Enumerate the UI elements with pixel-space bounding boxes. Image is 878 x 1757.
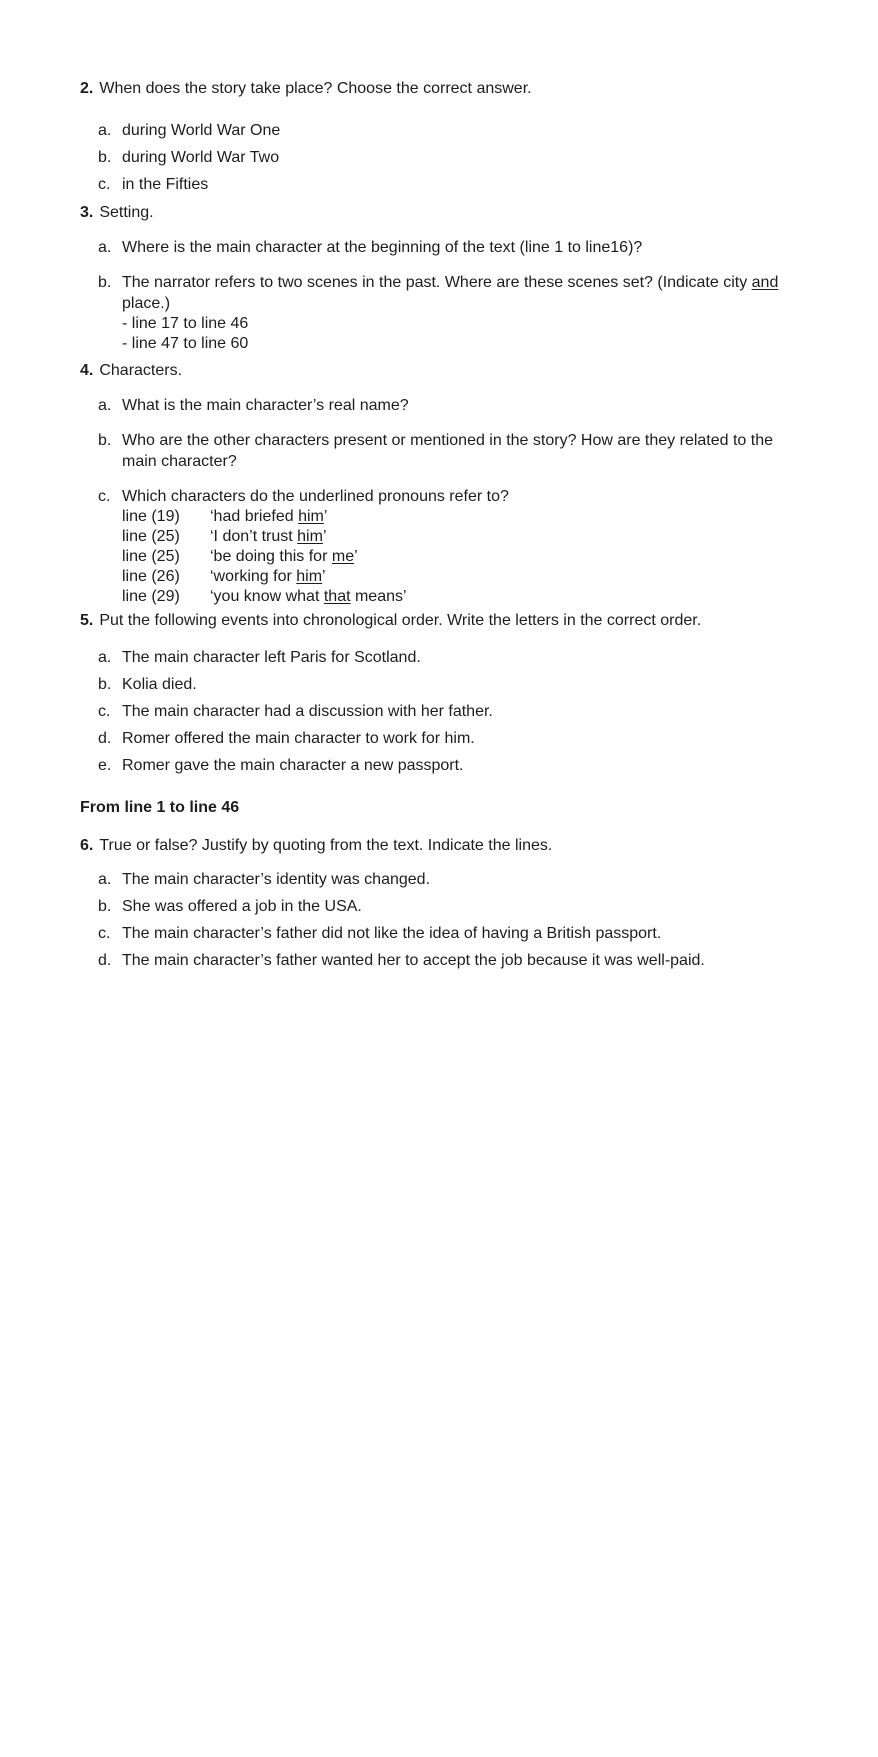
answer-option (98, 147, 796, 168)
text-segment: ’ (322, 528, 327, 545)
sub-question (98, 486, 796, 607)
question-text: Characters. (99, 362, 183, 379)
question-head (80, 360, 796, 381)
option-letter: b. (98, 274, 112, 291)
question-text: Put the following events into chronological order. Write the letters in the correct order. (99, 612, 702, 629)
quote-text (210, 507, 796, 527)
line-reference: line (26) (122, 568, 180, 585)
question-2 (80, 78, 796, 195)
text-segment: The narrator refers to two scenes in the past. Where are these scenes set? (Indicate city (122, 274, 752, 291)
line-reference: line (19) (122, 508, 180, 525)
sub-question-body (122, 272, 796, 354)
line-reference: line (25) (122, 548, 180, 565)
answer-options (80, 120, 796, 195)
line-reference: line (29) (122, 588, 180, 605)
question-number: 5. (80, 612, 94, 629)
text-segment: ‘had briefed (210, 508, 299, 525)
question-head (80, 835, 796, 856)
text-segment: ‘you know what (210, 588, 324, 605)
option-letter: b. (98, 898, 112, 915)
statement-item (98, 923, 796, 944)
sub-question (98, 272, 796, 354)
option-text: during World War Two (122, 149, 280, 166)
question-head (80, 202, 796, 223)
underlined-word: and (751, 274, 779, 291)
underlined-pronoun: that (323, 588, 351, 605)
option-text: The main character’s father wanted her to accept the job because it was well-paid. (122, 952, 705, 969)
underlined-pronoun: him (298, 508, 324, 525)
section-heading: From line 1 to line 46 (80, 799, 240, 816)
event-list (80, 647, 796, 776)
event-item (98, 674, 796, 695)
sub-question-body (122, 486, 796, 607)
statement-item (98, 869, 796, 890)
option-letter: c. (98, 925, 111, 942)
question-number: 4. (80, 362, 94, 379)
event-item (98, 647, 796, 668)
pronoun-row (122, 547, 796, 567)
option-letter: a. (98, 649, 112, 666)
option-text: She was offered a job in the USA. (122, 898, 362, 915)
option-text: Romer gave the main character a new passport. (122, 757, 464, 774)
text-segment: place.) (122, 274, 783, 312)
sub-question (98, 237, 796, 258)
text-segment: ‘I don’t trust (210, 528, 298, 545)
question-number: 2. (80, 80, 94, 97)
option-letter: a. (98, 871, 112, 888)
option-text: Romer offered the main character to work for him. (122, 730, 475, 747)
line-reference: - line 47 to line 60 (122, 335, 249, 352)
quote-text (210, 547, 796, 567)
pronoun-reference-list (122, 507, 796, 607)
statement-item (98, 896, 796, 917)
option-text: The main character’s father did not like the idea of having a British passport. (122, 925, 662, 942)
sub-question-text: Who are the other characters present or mentioned in the story? How are they related to the main character? (122, 432, 774, 470)
event-item (98, 755, 796, 776)
option-letter: d. (98, 952, 112, 969)
option-text: The main character left Paris for Scotland. (122, 649, 421, 666)
option-letter: a. (98, 239, 112, 256)
event-item (98, 701, 796, 722)
option-letter: d. (98, 730, 112, 747)
question-text: True or false? Justify by quoting from the text. Indicate the lines. (99, 837, 553, 854)
option-text: in the Fifties (122, 176, 209, 193)
question-5 (80, 610, 796, 776)
underlined-pronoun: him (297, 528, 323, 545)
text-segment: ‘working for (210, 568, 297, 585)
question-text: Setting. (99, 204, 154, 221)
question-head (80, 78, 796, 99)
question-head (80, 610, 796, 631)
option-letter: e. (98, 757, 112, 774)
sub-question (98, 395, 796, 416)
line-reference: - line 17 to line 46 (122, 315, 249, 332)
sub-question-text (122, 272, 796, 314)
pronoun-row (122, 567, 796, 587)
underlined-pronoun: him (296, 568, 323, 585)
line-references (122, 314, 796, 354)
option-text: Kolia died. (122, 676, 197, 693)
question-number: 3. (80, 204, 94, 221)
option-letter: b. (98, 676, 112, 693)
option-letter: b. (98, 432, 112, 449)
option-letter: c. (98, 488, 111, 505)
option-text: during World War One (122, 122, 281, 139)
option-text: The main character’s identity was changed. (122, 871, 431, 888)
answer-option (98, 120, 796, 141)
question-3 (80, 202, 796, 354)
pronoun-row (122, 507, 796, 527)
underlined-pronoun: me (331, 548, 355, 565)
quote-text (210, 587, 796, 607)
sub-question (98, 430, 796, 472)
question-text: When does the story take place? Choose the correct answer. (99, 80, 532, 97)
option-letter: c. (98, 176, 111, 193)
statement-list (80, 869, 796, 971)
quote-text (210, 527, 796, 547)
option-letter: c. (98, 703, 111, 720)
statement-item (98, 950, 796, 971)
text-segment: ‘be doing this for (210, 548, 332, 565)
event-item (98, 728, 796, 749)
option-letter: b. (98, 149, 112, 166)
option-text: The main character had a discussion with her father. (122, 703, 493, 720)
sub-question-text: What is the main character’s real name? (122, 397, 409, 414)
answer-option (98, 174, 796, 195)
sub-question-text: Which characters do the underlined pronouns refer to? (122, 488, 509, 505)
text-segment: ’ (323, 508, 328, 525)
pronoun-row (122, 587, 796, 607)
sub-question-text: Where is the main character at the beginning of the text (line 1 to line16)? (122, 239, 643, 256)
line-reference: line (25) (122, 528, 180, 545)
option-letter: a. (98, 122, 112, 139)
text-segment: ’ (322, 568, 326, 585)
text-segment: ’ (354, 548, 358, 565)
question-4 (80, 360, 796, 607)
question-6 (80, 835, 796, 971)
pronoun-row (122, 527, 796, 547)
text-segment: means’ (350, 588, 407, 605)
question-number: 6. (80, 837, 94, 854)
sub-questions (80, 237, 796, 354)
option-letter: a. (98, 397, 112, 414)
sub-questions (80, 395, 796, 607)
quote-text (210, 567, 796, 587)
